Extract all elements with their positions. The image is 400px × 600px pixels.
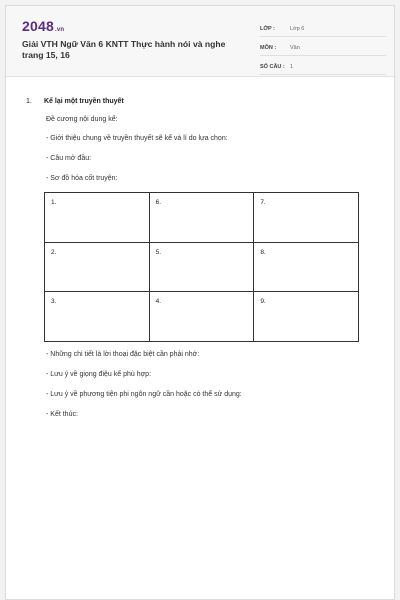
outline-line: - Lưu ý về giọng điệu kể phù hợp: [46, 371, 152, 378]
grid-row [45, 193, 359, 243]
outline-line: - Giới thiệu chung về truyền thuyết sẽ kể và lí do lựa chọn: [46, 135, 228, 142]
grid-cell: 7. [254, 193, 359, 243]
worksheet-header [6, 6, 394, 77]
outline-line: - Câu mở đầu: [46, 155, 92, 162]
meta-value: Văn [290, 44, 300, 51]
outline-intro: Đề cương nội dung kể: [46, 116, 118, 123]
meta-row-subject [260, 40, 386, 56]
meta-value: Lớp 6 [290, 25, 305, 32]
meta-value: 1 [290, 63, 294, 70]
worksheet-page [5, 5, 395, 600]
grid-cell: 8. [254, 242, 359, 292]
meta-label: LỚP : [260, 25, 275, 32]
page-title: Giải VTH Ngữ Văn 6 KNTT Thực hành nói và nghe trang 15, 16 [22, 39, 226, 60]
outline-line: - Kết thúc: [46, 411, 78, 418]
meta-info [260, 21, 386, 78]
meta-label: SỐ CÂU : [260, 63, 285, 70]
meta-label: MÔN : [260, 44, 277, 51]
logo-sub: .vn [54, 27, 65, 33]
meta-row-class [260, 21, 386, 37]
grid-cell: 2. [45, 242, 150, 292]
grid-cell: 9. [254, 292, 359, 342]
logo-main: 2048 [22, 18, 54, 34]
grid-cell: 6. [149, 193, 254, 243]
question-title: Kể lại một truyền thuyết [44, 98, 124, 105]
grid-row [45, 242, 359, 292]
grid-cell: 5. [149, 242, 254, 292]
outline-line: - Sơ đồ hóa cốt truyện: [46, 175, 118, 182]
outline-line: - Lưu ý về phương tiện phi ngôn ngữ cần hoặc có thể sử dụng: [46, 391, 242, 398]
question-number: 1. [26, 98, 32, 105]
site-logo[interactable] [22, 18, 64, 34]
grid-row [45, 292, 359, 342]
grid-cell: 1. [45, 193, 150, 243]
grid-cell: 3. [45, 292, 150, 342]
plot-diagram-grid [44, 192, 359, 342]
outline-line: - Những chi tiết là lời thoại đặc biệt cần phải nhớ: [46, 351, 200, 358]
meta-row-count [260, 59, 386, 75]
grid-cell: 4. [149, 292, 254, 342]
